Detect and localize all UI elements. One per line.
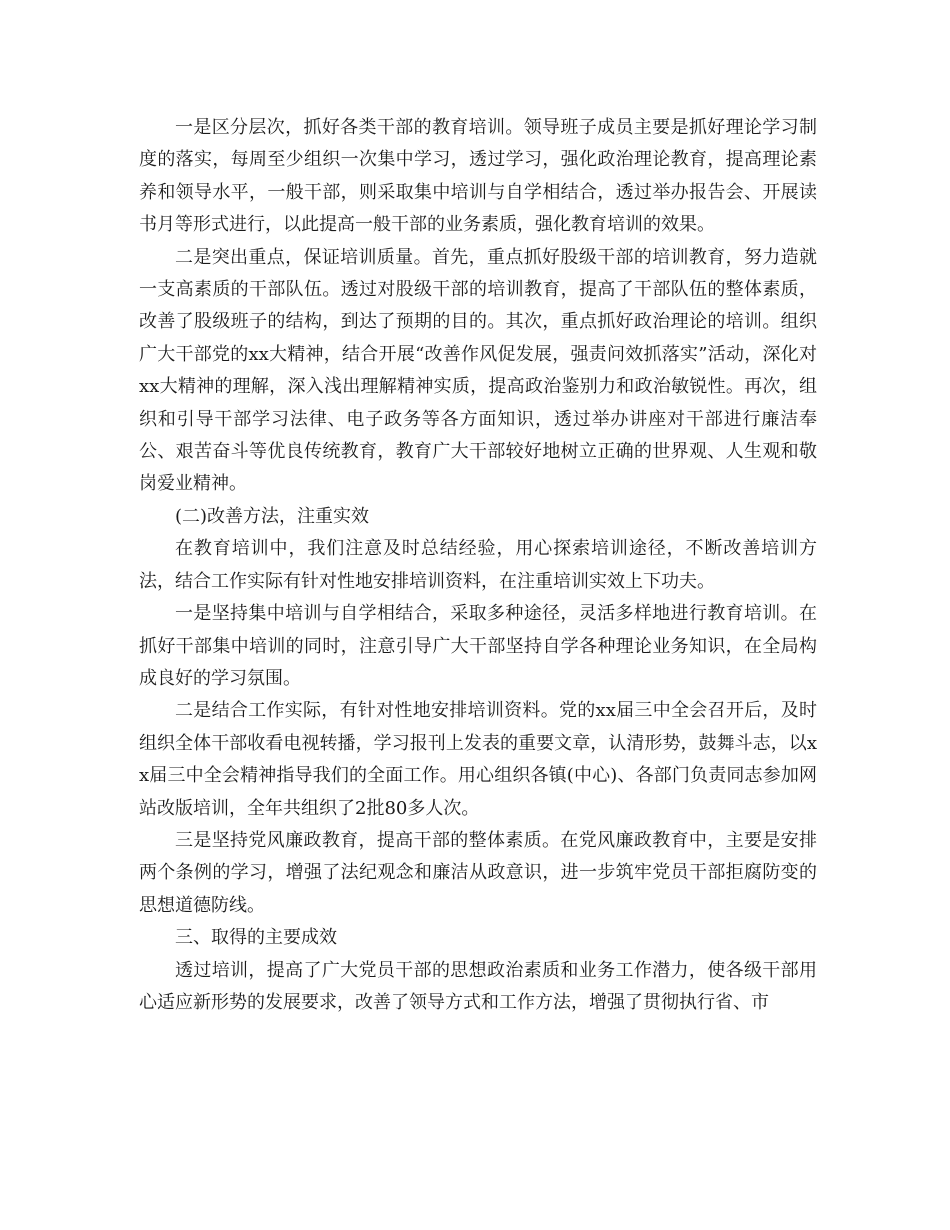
section-heading-main-results: 三、取得的主要成效 bbox=[175, 927, 337, 949]
section-heading-improve-methods: (二)改善方法，注重实效 bbox=[175, 505, 370, 527]
paragraph-methods-intro: 在教育培训中，我们注意及时总结经验，用心探索培训途径，不断改善培训方法，结合工作实际有针对性地安排培训资料，在注重培训实效上下功夫。 bbox=[139, 538, 817, 592]
paragraph-key-focus: 二是突出重点，保证培训质量。首先，重点抓好股级干部的培训教育，努力造就一支高素质的干部队伍。透过对股级干部的培训教育，提高了干部队伍的整体素质，改善了股级班子的结构，到达了预期的目的。其次，重点抓好政治理论的培训。组织广大干部党的xx大精神，结合开展“改善作风促发展，强责问效抓落实”活动，深化对xx大精神的理解，深入浅出理解精神实质，提高政治鉴别力和政治敏锐性。再次，组织和引导干部学习法律、电子政务等各方面知识，透过举办讲座对干部进行廉洁奉公、艰苦奋斗等优良传统教育，教育广大干部较好地树立正确的世界观、人生观和敬岗爱业精神。 bbox=[139, 246, 817, 495]
paragraph-work-practice: 二是结合工作实际，有针对性地安排培训资料。党的xx届三中全会召开后，及时组织全体干部收看电视转播，学习报刊上发表的重要文章，认清形势，鼓舞斗志，以xx届三中全会精神指导我们的全面工作。用心组织各镇(中心)、各部门负责同志参加网站改版培训，全年共组织了2批80多人次。 bbox=[139, 700, 817, 819]
paragraph-integrity-education: 三是坚持党风廉政教育，提高干部的整体素质。在党风廉政教育中，主要是安排两个条例的学习，增强了法纪观念和廉洁从政意识，进一步筑牢党员干部拒腐防变的思想道德防线。 bbox=[139, 829, 817, 916]
document-body bbox=[139, 112, 817, 1019]
paragraph-results: 透过培训，提高了广大党员干部的思想政治素质和业务工作潜力，使各级干部用心适应新形势的发展要求，改善了领导方式和工作方法，增强了贯彻执行省、市 bbox=[139, 959, 817, 1013]
paragraph-layered-training: 一是区分层次，抓好各类干部的教育培训。领导班子成员主要是抓好理论学习制度的落实，每周至少组织一次集中学习，透过学习，强化政治理论教育，提高理论素养和领导水平，一般干部，则采取集中培训与自学相结合，透过举办报告会、开展读书月等形式进行，以此提高一般干部的业务素质，强化教育培训的效果。 bbox=[139, 117, 817, 236]
paragraph-self-study: 一是坚持集中培训与自学相结合，采取多种途径，灵活多样地进行教育培训。在抓好干部集中培训的同时，注意引导广大干部坚持自学各种理论业务知识，在全局构成良好的学习氛围。 bbox=[139, 603, 817, 689]
